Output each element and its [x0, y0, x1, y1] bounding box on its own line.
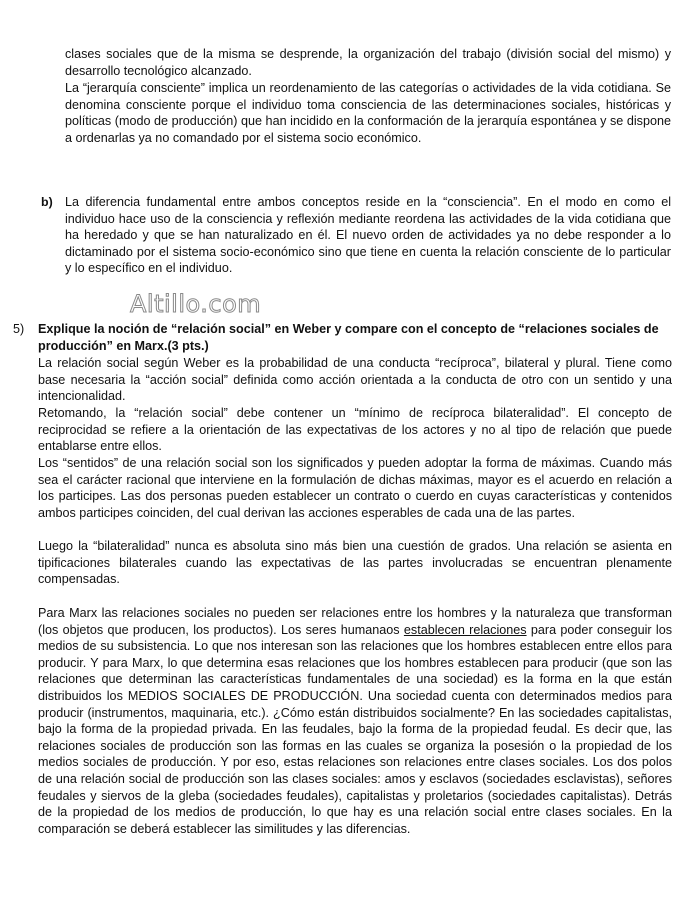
intro-paragraph-1: clases sociales que de la misma se desprende, la organización del trabajo (división social del mismo) y desarrollo tecnológico alcanzado. — [65, 47, 671, 78]
question-title: Explique la noción de “relación social” en Weber y compare con el concepto de “relaciones sociales de producción” en Marx.(3 pts.) — [38, 322, 659, 353]
intro-paragraph-2: La “jerarquía consciente” implica un reordenamiento de las categorías o actividades de la vida cotidiana. Se denomina consciente porque el individuo toma consciencia de las determinaciones sociales, históricas y políticas (modo de producción) que han incidido en la conformación de la jerarquía espontánea y se dispone a ordenarlas ya no comandado por el sistema socio económico. — [65, 81, 671, 145]
weber-paragraph-2: Retomando, la “relación social” debe contener un “mínimo de recíproca bilateralidad”. El concepto de reciprocidad se refiere a la orientación de las expectativas de los actores y no al tipo de relación que puede entablarse entre ellos. — [38, 406, 672, 454]
item-b-text: La diferencia fundamental entre ambos conceptos reside en la “consciencia”. En el modo en como el individuo hace uso de la consciencia y reflexión mediante reordena las actividades de la vida cotidiana que ha heredado y que se han naturalizado en él. El nuevo orden de actividades ya no debe responder a lo dictaminado por el sistema socio-económico sino que tiene en cuenta la relación consciente de lo particular y lo específico en el individuo. — [65, 195, 671, 276]
marx-paragraph — [38, 605, 672, 837]
question-number: 5) — [13, 322, 25, 336]
weber-paragraph-3: Los “sentidos” de una relación social son los significados y pueden adoptar la forma de máximas. Cuando más sea el carácter racional que interviene en la formulación de dichas máximas, mayor es el acuerdo en relación a los participes. Las dos personas pueden establecer un contrato o cuerdo en cuyas características y contenidos ambos participes coinciden, del cual derivan las acciones esperables de cada una de las partes. — [38, 456, 672, 520]
marx-text-after: para poder conseguir los medios de su subsistencia. Lo que nos interesan son las relaciones que los hombres establecen entre ellos para producir. Y para Marx, lo que determina esas relaciones que los hombres establecen para producir (que son las relaciones que determinan las características fundamentales de una sociedad) es la forma en la que están distribuidos los MEDIOS SOCIALES DE PRODUCCIÓN. Una sociedad cuenta con determinados medios para producir (instrumentos, maquinaria, etc.). ¿Cómo están distribuidos socialmente? En las sociedades capitalistas, bajo la forma de la propiedad privada. En las feudales, bajo la forma de la propiedad feudal. Es decir que, las relaciones sociales de producción son las formas en las cuales se organiza la posesión o la propiedad de los medios sociales de producción. Y por eso, estas relaciones son relaciones entre clases sociales. Los dos polos de una relación social de producción son las clases sociales: amos y esclavos (sociedades esclavistas), señores feudales y siervos de la gleba (sociedades feudales), capitalistas y proletarios (sociedades capitalistas). Detrás de la propiedad de los medios de producción, lo que hay es una relación social entre clases sociales. En la comparación se deberá establecer las similitudes y las diferencias. — [38, 622, 672, 836]
weber-paragraph-1: La relación social según Weber es la probabilidad de una conducta “recíproca”, bilateral y plural. Tiene como base necesaria la “acción social” definida como acción orientada a la conducta de otro con un sentido y una intencionalidad. — [38, 356, 672, 404]
underlined-phrase: establecen relaciones — [403, 622, 527, 637]
item-b-label: b) — [41, 195, 53, 209]
altillo-watermark-logo[interactable]: Altillo.com — [130, 290, 262, 318]
weber-paragraph-4: Luego la “bilateralidad” nunca es absoluta sino más bien una cuestión de grados. Una relación se asienta en tipificaciones bilaterales cuando las expectativas de las partes involucradas se encuentran plenamente compensadas. — [38, 539, 672, 587]
marx-text-before: Para Marx las relaciones sociales no pueden ser relaciones entre los hombres y la naturaleza que transforman (los objetos que producen, los productos). Los seres humanaos — [38, 606, 672, 637]
